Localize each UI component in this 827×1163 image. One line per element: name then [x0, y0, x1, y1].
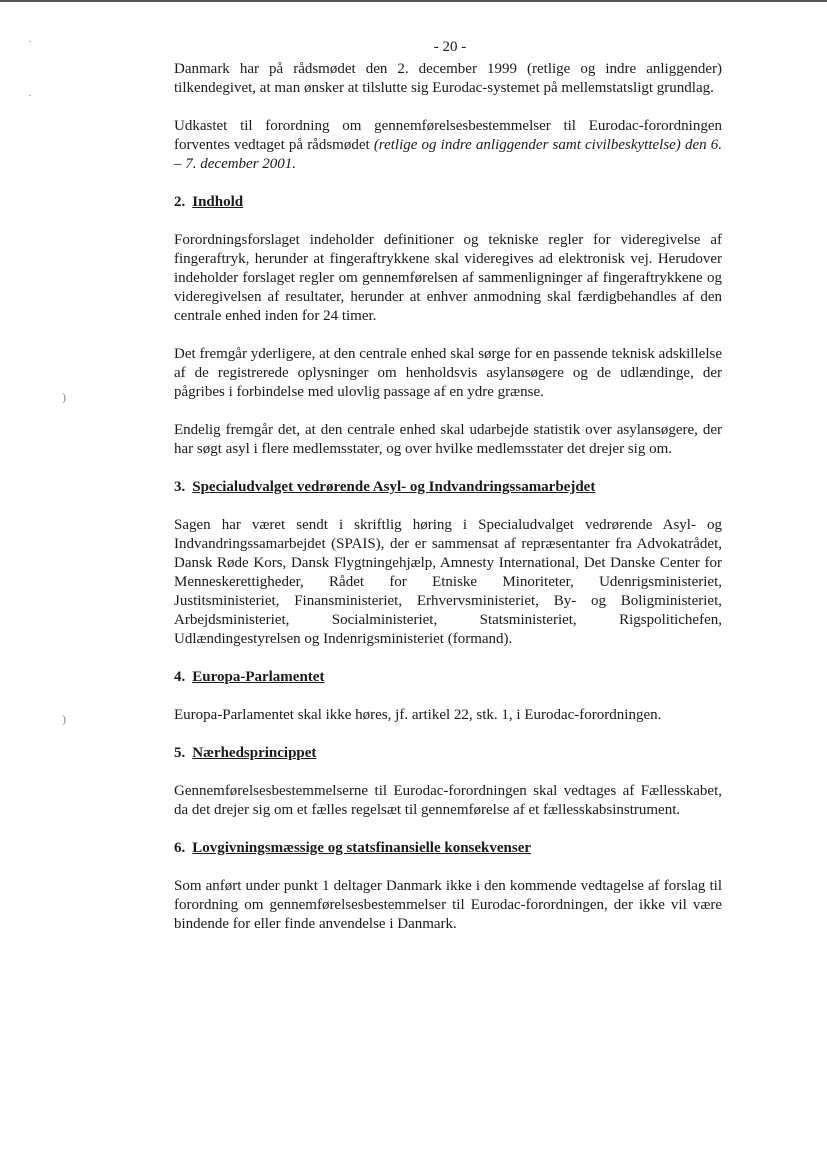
section-heading-konsekvenser: 6. Lovgivningsmæssige og statsfinansielle konsekvenser: [174, 840, 532, 856]
page-number: - 20 -: [433, 39, 467, 55]
section-heading-specialudvalget: 3. Specialudvalget vedrørende Asyl- og Indvandringssamarbejdet: [174, 479, 596, 495]
intro-paragraph-2: Udkastet til forordning om gennemførelsesbestemmelser til Eurodac-forordningen forventes vedtaget på rådsmødet (retlige og indre anliggender samt civilbeskyttelse) den 6. – 7. december 2001.: [174, 118, 722, 172]
intro-paragraph-2-italic: (retlige og indre anliggender samt civilbeskyttelse) den 6. – 7. december 2001.: [174, 137, 722, 172]
scan-speck: ·: [28, 88, 32, 102]
scan-speck: ): [62, 390, 66, 404]
scan-speck: ): [62, 712, 66, 726]
section-6-paragraph-1: Som anført under punkt 1 deltager Danmark ikke i den kommende vedtagelse af forslag til forordning om gennemførelsesbestemmelser til Eurodac-forordningen, der ikke vil være bindende for eller finde anvendelse i Danmark.: [174, 878, 722, 932]
section-2-paragraph-2: Det fremgår yderligere, at den centrale enhed skal sørge for en passende teknisk adskillelse af de registrerede oplysninger om henholdsvis asylansøgere og de udlændinge, der pågribes i forbindelse med ulovlig passage af en ydre grænse.: [174, 346, 722, 400]
section-2-paragraph-3: Endelig fremgår det, at den centrale enhed skal udarbejde statistik over asylansøgere, der har søgt asyl i flere medlemsstater, og over hvilke medlemsstater det drejer sig om.: [174, 422, 722, 457]
section-2-paragraph-1: Forordningsforslaget indeholder definitioner og tekniske regler for videregivelse af fingeraftryk, herunder at fingeraftrykkene skal videregives ad elektronisk vej. Herudover indeholder forslaget regler om gennemførelsen af sammenligninger af fingeraftrykkene og videregivelsen af resultater, herunder at enhver anmodning skal færdigbehandles af den centrale enhed inden for 24 timer.: [174, 232, 722, 324]
document-body: [174, 60, 722, 934]
section-heading-naerhedsprincippet: 5. Nærhedsprincippet: [174, 745, 317, 761]
scan-speck: ·: [28, 34, 32, 48]
section-3-paragraph-1: Sagen har været sendt i skriftlig høring i Specialudvalget vedrørende Asyl- og Indvandringssamarbejdet (SPAIS), der er sammensat af repræsentanter fra Advokatrådet, Dansk Røde Kors, Dansk Flygtningehjælp, Amnesty International, Det Danske Center for Menneskerettigheder, Rådet for Etniske Minoriteter, Udenrigsministeriet, Justitsministeriet, Finansministeriet, Erhvervsministeriet, By- og Boligministeriet, Arbejdsministeriet, Socialministeriet, Statsministeriet, Rigspolitichefen, Udlændingestyrelsen og Indenrigsministeriet (formand).: [174, 517, 722, 647]
scan-edge-line: [0, 0, 827, 2]
section-4-paragraph-1: Europa-Parlamentet skal ikke høres, jf. artikel 22, stk. 1, i Eurodac-forordningen.: [174, 707, 662, 723]
section-5-paragraph-1: Gennemførelsesbestemmelserne til Eurodac-forordningen skal vedtages af Fællesskabet, da det drejer sig om et fælles regelsæt til gennemførelse af et fællesskabsinstrument.: [174, 783, 722, 818]
section-heading-europa-parlamentet: 4. Europa-Parlamentet: [174, 669, 325, 685]
intro-paragraph-1: Danmark har på rådsmødet den 2. december 1999 (retlige og indre anliggender) tilkendegivet, at man ønsker at tilslutte sig Eurodac-systemet på mellemstatsligt grundlag.: [174, 61, 722, 96]
section-heading-indhold: 2. Indhold: [174, 194, 244, 210]
